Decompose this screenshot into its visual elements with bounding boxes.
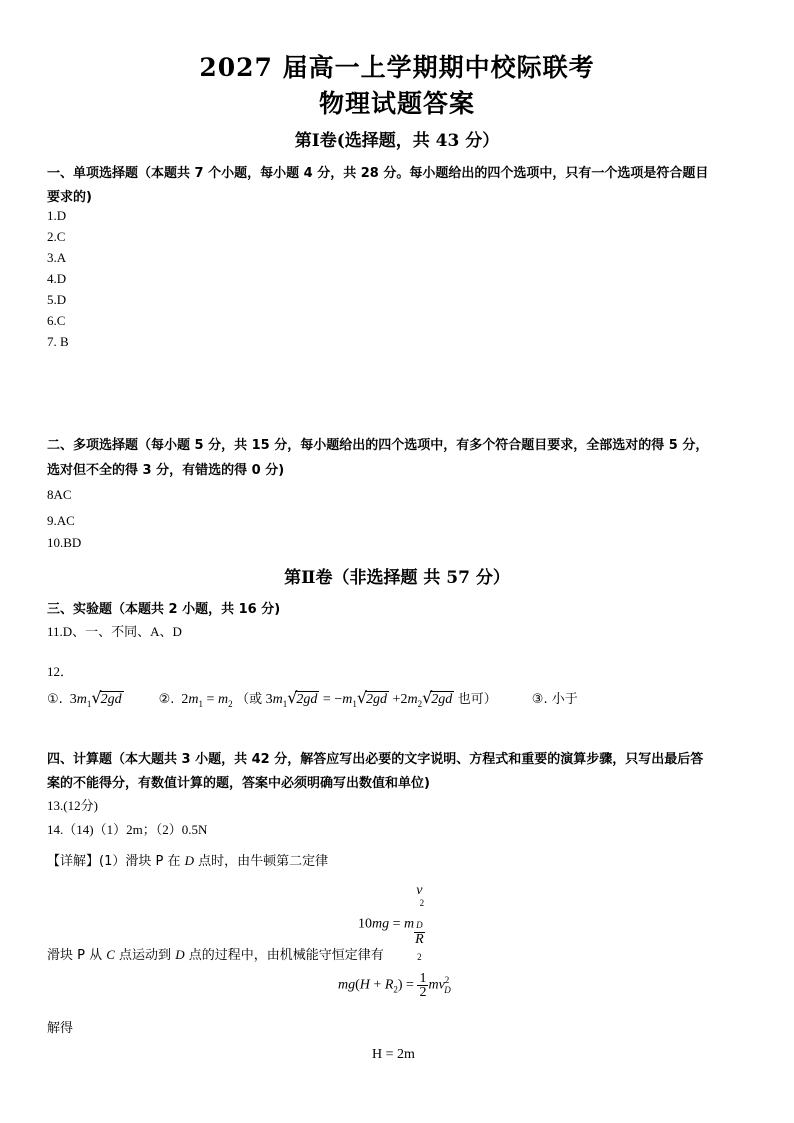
detail-paragraph-2 — [47, 944, 384, 963]
answer-4: 4.D — [47, 271, 67, 286]
exam-subtitle: 物理试题答案 — [318, 89, 475, 118]
mark-2: ②. — [158, 692, 175, 707]
answer-13: 13.(12分) — [47, 798, 98, 813]
answer-11: 11.D、一、不同、A、D — [47, 624, 182, 639]
detail-text: 点时，由牛顿第二定律 — [194, 854, 329, 869]
answer-9: 9.AC — [47, 513, 75, 528]
answer-2: 2.C — [47, 229, 66, 244]
detail-paragraph-1 — [47, 850, 328, 869]
section2-heading-line2: 选对但不全的得 3 分，有错选的得 0 分) — [47, 463, 285, 478]
section2-heading-line1: 二、多项选择题（每小题 5 分，共 15 分，每小题给出的四个选项中，有多个符合题目要求，全部选对的得 5 分， — [47, 438, 709, 453]
answer-1: 1.D — [47, 208, 67, 223]
equation-newton: 10mg = m v $^2$ $_D$ R $_2$ — [358, 883, 425, 963]
answer-7: 7. B — [47, 334, 69, 349]
question-12-label: 12． — [47, 664, 74, 679]
formula-2: $2m_1 = m_2$ — [177, 692, 233, 709]
answer-14: 14.（14)（1）2m；（2）0.5N — [47, 822, 208, 837]
part1-title: 第Ⅰ卷(选择题，共 43 分） — [294, 131, 500, 151]
detail-text: 点的过程中，由机械能守恒定律有 — [184, 948, 384, 963]
point-label: D — [175, 947, 185, 962]
mark-1: ①. — [47, 692, 63, 707]
section1-heading-line1: 一、单项选择题（本题共 7 个小题，每小题 4 分，共 28 分。每小题给出的四个选项中，只有一个选项是符合题目 — [47, 166, 709, 181]
answer-5: 5.D — [47, 292, 67, 307]
answer-3: 3.A — [47, 250, 67, 265]
exam-title: 2027 届高一上学期期中校际联考 — [199, 53, 595, 82]
answer-12-line — [47, 688, 578, 709]
answer-10: 10.BD — [47, 535, 82, 550]
section4-heading-line2: 案的不能得分，有数值计算的题，答案中必须明确写出数值和单位) — [47, 776, 430, 791]
formula-1: $3m_1√2gd$ — [66, 688, 122, 709]
result-equation: H = 2m — [372, 1047, 415, 1062]
mark-3: ③. 小于 — [531, 692, 578, 707]
solve-label: 解得 — [47, 1021, 74, 1036]
point-label: D — [184, 853, 194, 868]
part2-title: 第Ⅱ卷（非选择题 共 57 分） — [284, 568, 510, 588]
section1-heading-line2: 要求的) — [47, 190, 92, 205]
detail-text: (1）滑块 P 在 — [99, 854, 185, 869]
section4-heading-line1: 四、计算题（本大题共 3 小题，共 42 分，解答应写出必要的文字说明、方程式和重要的演算步骤，只写出最后答 — [47, 752, 704, 767]
detail-tag: 【详解】 — [47, 854, 100, 869]
answer-8: 8AC — [47, 487, 72, 502]
answer-6: 6.C — [47, 313, 66, 328]
point-label: C — [106, 947, 115, 962]
alt-open: （或 — [236, 692, 263, 707]
detail-text: 点运动到 — [114, 948, 176, 963]
equation-energy: $mg(H + R_2)$ = $\frac{1}{2}$ $mv^2_D$ — [338, 971, 451, 1000]
formula-3: $3m_1√2gd = -m_1√2gd +2m_2√2gd$ — [265, 688, 453, 709]
alt-close: 也可） — [457, 692, 497, 707]
section3-heading: 三、实验题（本题共 2 小题，共 16 分) — [47, 602, 281, 617]
detail-text: 滑块 P 从 — [47, 948, 107, 963]
